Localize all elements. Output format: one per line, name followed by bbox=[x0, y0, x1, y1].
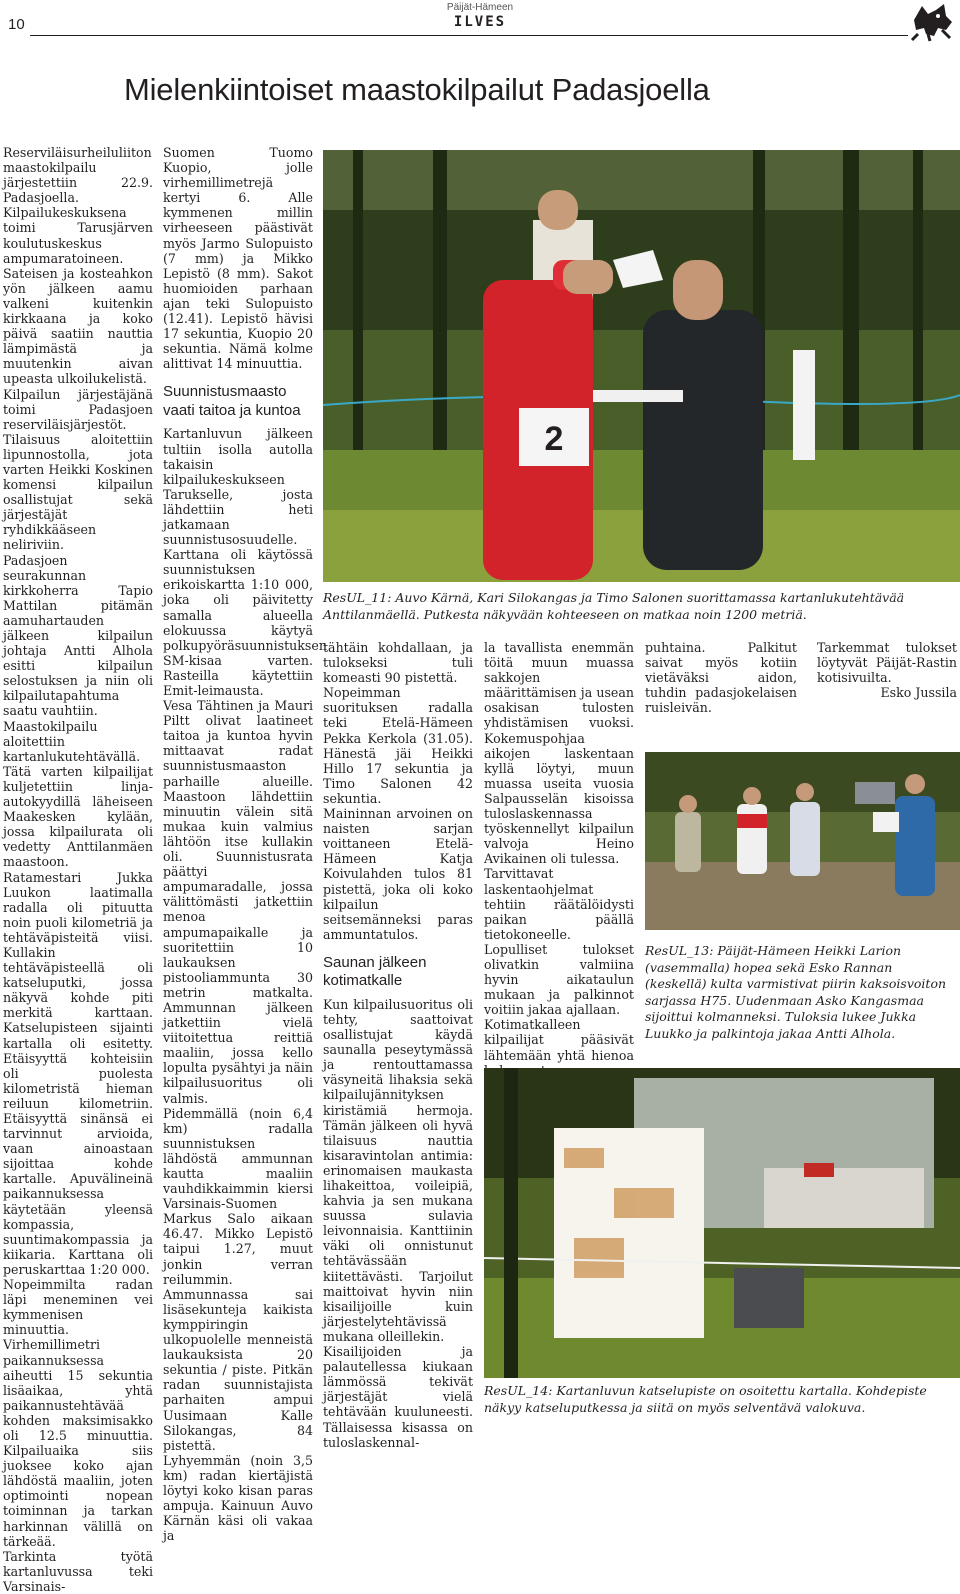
paragraph: Reserviläisurheiluliiton maastokilpailu järjestettiin 22.9. Padasjoella. Kilpailukeskuksena toimi Tarusjärven koulutuskeskus ampumaratoineen. bbox=[3, 145, 153, 266]
photo-award-ceremony bbox=[645, 752, 960, 930]
paragraph: Nopeimman suorituksen radalla teki Etelä-Hämeen Pekka Kerkola (31.05). Hänestä jäi Heikki Hillo 17 sekuntia ja Timo Salonen 42 sekuntia. bbox=[323, 685, 473, 806]
paragraph: Pidemmällä (noin 6,4 km) radalla suunnistuksen lähdöstä ammunnan kautta maaliin vauhdikkaimmin kiersi Varsinais-Suomen Markus Salo aikaan 46.47. Mikko Lepistö taipui 1.27, muut jonkin verran reilummin. bbox=[163, 1105, 313, 1287]
paragraph: Kun kilpailusuoritus oli tehty, saattoivat osallistujat käydä saunalla peseytymässä ja rentouttamassa väsyneitä lihaksia sekä kilpailujännityksen kiristämiä hermoja. Tämän jälkeen oli hyvä tilaisuus nauttia kisaravintolan antimia: erinomaisen maukasta lihakeittoa, voileipiä, kahvia ja sen mukana suussa sulavia leivonnaisia. Kanttiinin väki oli onnistunut tehtävässään kiitettävästi. Tarjoilut maittoivat hyvin niin kisailijoille kuin järjestelytehtävissä mukana olleillekin. bbox=[323, 996, 473, 1344]
article-column-5 bbox=[645, 640, 797, 715]
paragraph: Maininnan arvoinen on naisten sarjan voittaneen Etelä-Hämeen Katja Koivulahden tulos 81 pistettä, joka oli koko kilpailun seitsemänneksi paras ammuntatulos. bbox=[323, 806, 473, 942]
paragraph: Maastokilpailu aloitettiin kartanlukutehtävällä. Tätä varten kilpailijat kuljetettiin linja-autokyydillä läheiseen Maakesken kylään, jossa kilpailurata oli vedetty Anttilanmäen maastoon. bbox=[3, 718, 153, 870]
paragraph: Kartanluvun jälkeen tultiin isolla autolla takaisin kilpailukeskukseen Tarukselle, josta lähdettiin heti jatkamaan suunnistusosuudelle. Karttana oli käytössä suunnistuksen erikoiskartta 1:10 000, joka oli päivitetty samalla alueella elokuussa käytyä polkupyöräsuunnistuksen SM-kisaa varten. Rasteilla käytettiin Emit-leimausta. bbox=[163, 426, 327, 698]
paragraph: Ammunnassa sai lisäsekunteja kaikista kymppiringin ulkopuolelle menneistä laukauksista 20 sekuntia / piste. Pitkän radan suunnistajista parhaiten ampui Uusimaan Kalle Silokangas, 84 pistettä. bbox=[163, 1286, 313, 1453]
paragraph: la tavallista enemmän töitä muun muassa sakkojen määrittämisen ja usean osakisan tulosten yhdistämisen vuoksi. Kokemuspohjaa aikojen laskentaan kyllä löytyi, muun muassa useita vuosia Salpausselän kisoissa tuloslaskennassa työskennellyt kilpailun valvoja Heino Avikainen oli tulessa. bbox=[484, 640, 634, 867]
paragraph: Sateisen ja kosteahkon yön jälkeen aamu valkeni kuitenkin kirkkaana ja koko päivä saatiin nauttia lämpimästä ja muutenkin aivan upeasta ulkoilukelistä. bbox=[3, 265, 153, 387]
article-column-6 bbox=[817, 640, 957, 700]
paragraph: Lyhyemmän (noin 3,5 km) radan kiertäjistä löytyi koko kisan paras ampuja. Kainuun Auvo Kärnän käsi oli vakaa ja bbox=[163, 1452, 313, 1544]
paragraph: Kisailijoiden ja palautellessa kiukaan lämmössä tekivät järjestäjät vielä tehtävään kuuluneesti. Tällaisessa kisassa on tuloslaskennal- bbox=[323, 1344, 473, 1450]
article-column-2 bbox=[163, 145, 327, 1544]
photo-map-reading-task bbox=[323, 150, 960, 582]
paragraph: Kilpailun järjestäjänä toimi Padasjoen reserviläisjärjestöt. Tilaisuus aloitettiin lipunnostolla, jota varten Heikki Koskinen komensi kilpailun osallistujat sekä järjestäjät ryhdikkääseen neliriviin. bbox=[3, 386, 153, 553]
page-number: 10 bbox=[8, 16, 25, 33]
paragraph: Nopeimmilta radan läpi meneminen vei kymmenisen minuuttia. Virhemillimetri paikannuksessa aiheutti 15 sekuntia lisäaikaa, yhtä paikannustehtävää kohden maksimisakko oli 12.5 minuuttia. Kilpailuaika siis juoksee koko ajan lähdöstä maaliin, joten optimointi nopean toiminnan ja tarkan harkinnan välillä on tärkeää. bbox=[3, 1277, 153, 1549]
magazine-region: Päijät-Hämeen bbox=[446, 2, 514, 13]
paragraph: Ratamestari Jukka Luukon laatimalla radalla oli pituutta noin puoli kilometriä ja tehtäväpisteitä viisi. Kullakin tehtäväpisteellä oli katseluputki, jossa näkyvä kohde piti merkitä karttaan. Katselupisteen sijainti kartalla oli esitetty. Etäisyyttä kohteisiin oli puolesta kilometristä hieman reiluun kilometriin. Etäisyyttä sinänsä ei tarvinnut arvioida, vaan ainoastaan sijoittaa kohde kartalle. Apuvälineinä paikannuksessa käytetään yleensä kompassia, suuntimakompassia ja kiikaria. Karttana oli peruskarttaa 1:20 000. bbox=[3, 869, 153, 1277]
lynx-logo-icon bbox=[906, 0, 956, 42]
subheading-orienteering: Suunnistusmaasto vaati taitoa ja kuntoa bbox=[163, 383, 301, 419]
paragraph: Tarkinta työtä kartanluvussa teki Varsinais- bbox=[3, 1548, 153, 1594]
paragraph: Tarkemmat tulokset löytyvät Päijät-Rastin kotisivuilta. bbox=[817, 640, 957, 686]
photo-caption-3: ResUL_14: Kartanluvun katselupiste on osoitettu kartalla. Kohdepiste näkyy katseluputkessa ja siitä on myös selventävä valokuva. bbox=[484, 1383, 927, 1415]
subheading-sauna: Saunan jälkeen kotimatkalle bbox=[323, 953, 427, 990]
photo-caption-2: ResUL_13: Päijät-Hämeen Heikki Larion (vasemmalla) hopea sekä Esko Rannan (keskellä) kulta varmistivat piirin kaksoisvoiton sarjassa H75. Uudenmaan Asko Kangasmaa sijoittui kolmanneksi. Tuloksia lukee Jukka Luukko ja palkintoja jakaa Antti Alhola. bbox=[645, 943, 947, 1041]
paragraph: Vesa Tähtinen ja Mauri Piltt olivat laatineet taitoa ja kuntoa hyvin mittaavat radat suunnistusmaaston parhaille alueille. Maastoon lähdettiin minuutin välein sitä mukaa kuin valmius lähtöön itse kullakin oli. Suunnistusrata päättyi ampumaradalle, jossa välittömästi jatkettiin menoa ampumapaikalle ja suoritettiin 10 laukauksen pistooliammunta 30 metrin matkalta. Ammunnan jälkeen jatkettiin vielä viitoitettua reittiä maaliin, jossa kello lopulta pysähtyi ja näin kilpailusuoritus oli valmis. bbox=[163, 698, 313, 1106]
author-signature: Esko Jussila bbox=[880, 685, 957, 701]
photo-caption-1: ResUL_11: Auvo Kärnä, Kari Silokangas ja Timo Salonen suorittamassa kartanlukutehtävää Anttilanmäellä. Putkesta näkyvään kohteeseen on matkaa noin 1200 metriä. bbox=[323, 590, 905, 622]
race-bib-number: 2 bbox=[544, 420, 564, 458]
article-column-4 bbox=[484, 640, 634, 1093]
paragraph: Kotimatkalleen kilpailijat pääsivät lähtemään yhtä hienoa bbox=[484, 1017, 634, 1063]
article-title: Mielenkiintoiset maastokilpailut Padasjoella bbox=[124, 72, 710, 107]
article-column-3 bbox=[323, 640, 473, 1450]
article-column-1 bbox=[3, 145, 153, 1594]
paragraph: puhtaina. Palkitut saivat myös kotiin vietäväksi aidon, tuhdin padasjokelaisen ruisleivän. bbox=[645, 640, 797, 716]
photo-viewing-point-map bbox=[484, 1068, 960, 1378]
header-rule bbox=[30, 35, 908, 36]
paragraph: Suomen Tuomo Kuopio, jolle virhemillimetrejä kertyi 6. Alle kymmenen millin virheeseen päästivät myös Jarmo Sulopuisto (7 mm) ja Mikko Lepistö (8 mm). Sakot huomioiden parhaan ajan teki Sulopuisto (12.41). Lepistö hävisi 17 sekuntia, Kuopio 20 sekuntia. Nämä kolme alittivat 14 minuuttia. bbox=[163, 145, 313, 372]
magazine-brand: ILVES bbox=[453, 14, 507, 30]
paragraph: Padasjoen seurakunnan kirkkoherra Tapio Mattilan pitämän aamuhartauden jälkeen kilpailun johtaja Antti Alhola esitti kilpailun selostuksen ja niin oli kilpailutapahtuma saatu vauhtiin. bbox=[3, 552, 153, 719]
paragraph: tähtäin kohdallaan, ja tulokseksi tuli komeasti 90 pistettä. bbox=[323, 640, 473, 686]
paragraph: Tarvittavat laskentaohjelmat tehtiin räätälöidysti paikan päällä tietokoneelle. Lopulliset tulokset olivatkin valmiina hyvin aikataulun mukaan ja palkinnot voitiin jakaa ajallaan. bbox=[484, 866, 634, 1018]
